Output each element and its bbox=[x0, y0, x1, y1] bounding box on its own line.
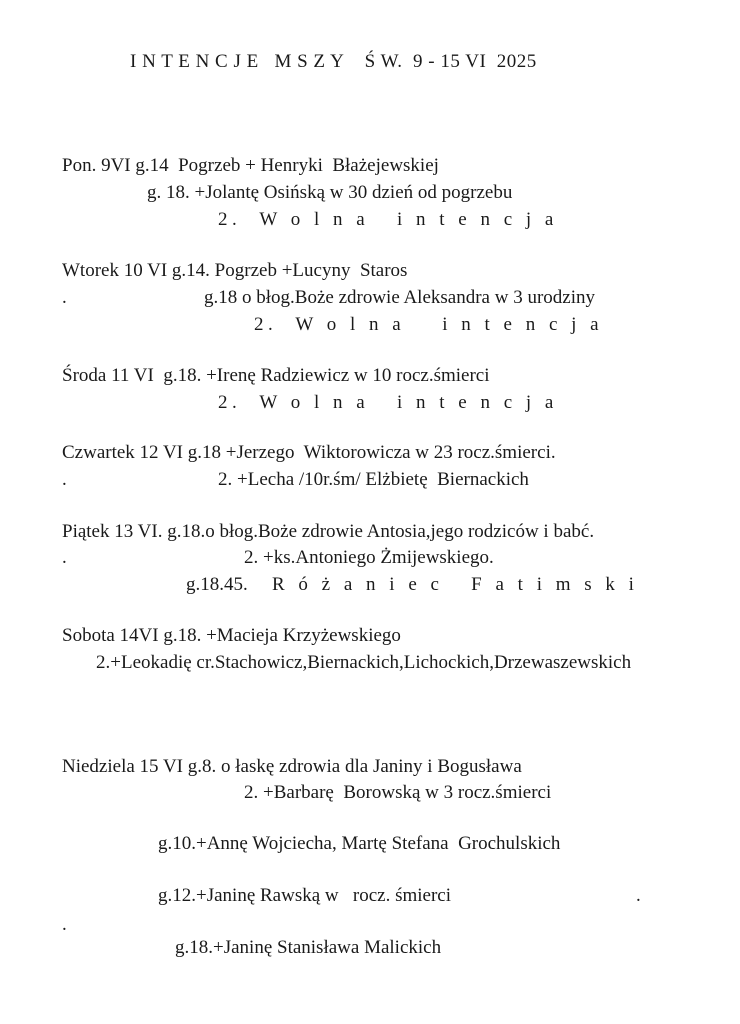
tuesday-line-1: Wtorek 10 VI g.14. Pogrzeb +Lucyny Staros bbox=[62, 260, 408, 281]
saturday-line-1: Sobota 14VI g.18. +Macieja Krzyżewskiego bbox=[62, 625, 401, 646]
sunday-dot: . bbox=[62, 914, 67, 935]
sunday-line-1: Niedziela 15 VI g.8. o łaskę zdrowia dla Janiny i Bogusława bbox=[62, 756, 522, 777]
monday-line-2: g. 18. +Jolantę Osińską w 30 dzień od pogrzebu bbox=[147, 182, 513, 203]
friday-line-3-prefix: g.18.45. bbox=[186, 574, 248, 595]
sunday-line-4-dot: . bbox=[636, 885, 641, 906]
friday-line-2: 2. +ks.Antoniego Żmijewskiego. bbox=[244, 547, 494, 568]
friday-dot: . bbox=[62, 547, 67, 568]
saturday-line-2: 2.+Leokadię cr.Stachowicz,Biernackich,Lichockich,Drzewaszewskich bbox=[96, 652, 632, 673]
sunday-line-2: 2. +Barbarę Borowską w 3 rocz.śmierci bbox=[244, 782, 552, 803]
sunday-line-4: g.12.+Janinę Rawską w rocz. śmierci bbox=[158, 885, 451, 906]
tuesday-line-2: g.18 o błog.Boże zdrowie Aleksandra w 3 urodziny bbox=[204, 287, 595, 308]
monday-line-1: Pon. 9VI g.14 Pogrzeb + Henryki Błażejewskiej bbox=[62, 155, 439, 176]
tuesday-dot: . bbox=[62, 287, 67, 308]
wednesday-line-2: 2. W o l n a i n t e n c j a bbox=[218, 392, 558, 413]
friday-line-3-text: R ó ż a n i e c F a t i m s k i bbox=[272, 574, 639, 595]
sunday-line-3: g.10.+Annę Wojciecha, Martę Stefana Grochulskich bbox=[158, 833, 561, 854]
page-title: I N T E N C J E M S Z Y Ś W. 9 - 15 VI 2025 bbox=[130, 51, 537, 72]
tuesday-line-3: 2. W o l n a i n t e n c j a bbox=[254, 314, 604, 335]
monday-line-3: 2. W o l n a i n t e n c j a bbox=[218, 209, 558, 230]
thursday-dot: . bbox=[62, 469, 67, 490]
thursday-line-1: Czwartek 12 VI g.18 +Jerzego Wiktorowicza w 23 rocz.śmierci. bbox=[62, 442, 556, 463]
thursday-line-2: 2. +Lecha /10r.śm/ Elżbietę Biernackich bbox=[218, 469, 529, 490]
friday-line-1: Piątek 13 VI. g.18.o błog.Boże zdrowie Antosia,jego rodziców i babć. bbox=[62, 521, 595, 542]
wednesday-line-1: Środa 11 VI g.18. +Irenę Radziewicz w 10 rocz.śmierci bbox=[62, 365, 490, 386]
sunday-line-5: g.18.+Janinę Stanisława Malickich bbox=[175, 937, 442, 958]
